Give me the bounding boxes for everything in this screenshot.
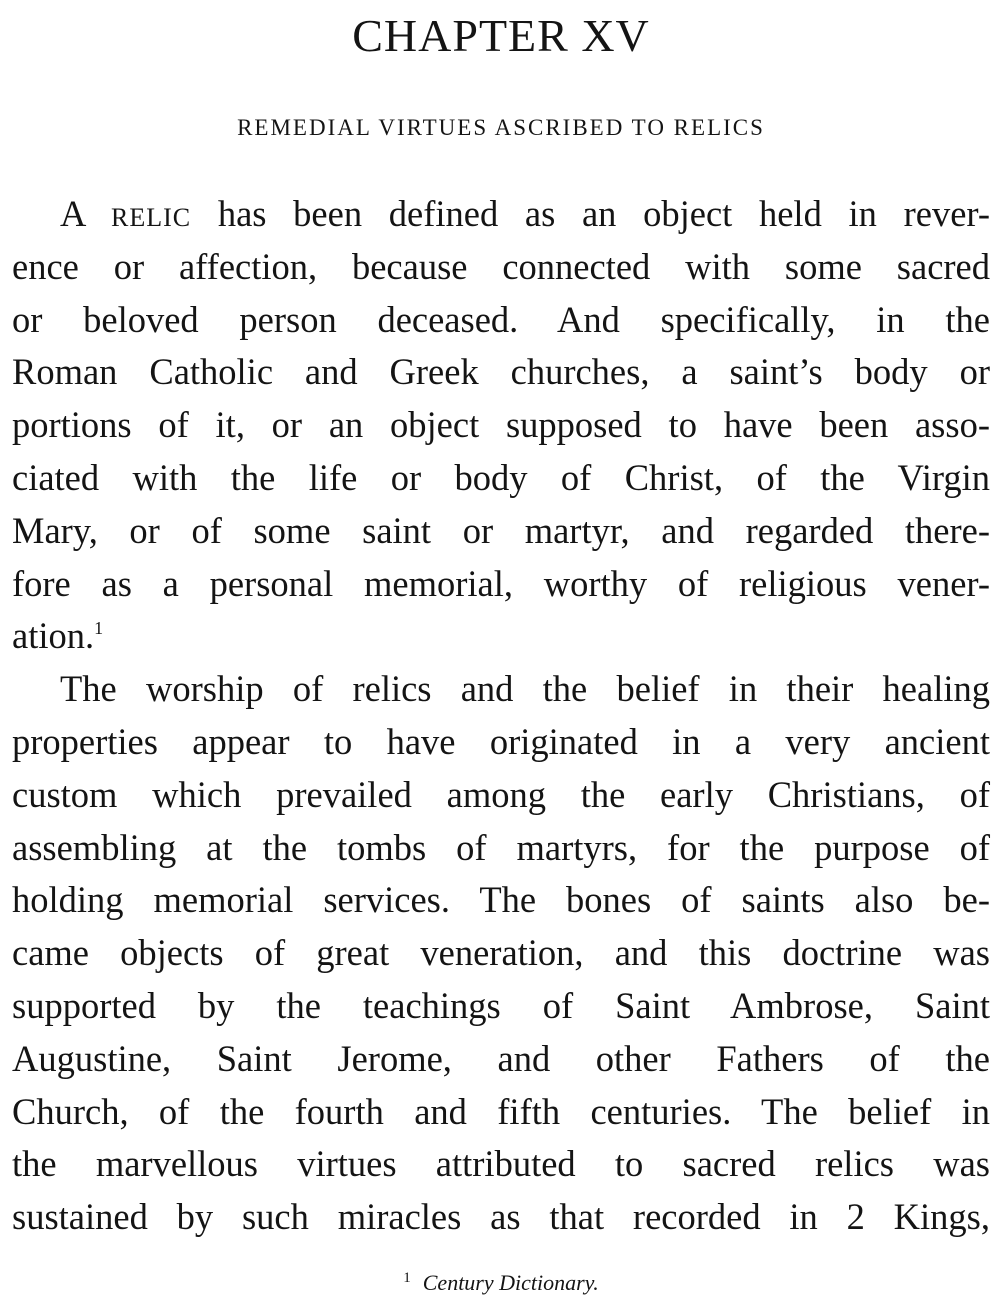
line-text: has been defined as an object held in rever- (191, 193, 990, 234)
text-line: came objects of great veneration, and this doctrine was (12, 932, 990, 974)
chapter-subtitle: REMEDIAL VIRTUES ASCRIBED TO RELICS (237, 115, 765, 140)
text-line: ciated with the life or body of Christ, of the Virgin (12, 456, 990, 498)
paragraph (12, 188, 990, 663)
text-line: portions of it, or an object supposed to have been asso- (12, 404, 990, 446)
text-line: properties appear to have originated in a very ancient (12, 720, 990, 762)
text-line: ence or affection, because connected with some sacred (12, 245, 990, 287)
text-line: sustained by such miracles as that recorded in 2 Kings, (12, 1196, 990, 1238)
text-line: supported by the teachings of Saint Ambrose, Saint (12, 984, 990, 1026)
text-line: the marvellous virtues attributed to sacred relics was (12, 1143, 990, 1185)
text-line: holding memorial services. The bones of saints also be- (12, 879, 990, 921)
book-page (12, 0, 990, 1302)
chapter-title: CHAPTER XV (352, 10, 650, 61)
text-line: Augustine, Saint Jerome, and other Fathers of the (12, 1037, 990, 1079)
body-text (12, 188, 990, 1244)
small-caps-word: relic (111, 193, 192, 234)
line-text: ation. (12, 615, 95, 657)
footnote-mark: 1 (403, 1270, 411, 1286)
text-line (12, 610, 990, 663)
text-line: custom which prevailed among the early Christians, of (12, 773, 990, 815)
text-line: assembling at the tombs of martyrs, for the purpose of (12, 826, 990, 868)
text-line: Roman Catholic and Greek churches, a saint’s body or (12, 351, 990, 393)
line-lead: A (60, 193, 112, 234)
text-line: Church, of the fourth and fifth centuries. The belief in (12, 1090, 990, 1132)
text-line (12, 188, 990, 241)
text-line: The worship of relics and the belief in their healing (60, 668, 990, 710)
footnote (12, 1264, 990, 1297)
text-line: fore as a personal memorial, worthy of religious vener- (12, 562, 990, 604)
text-line: or beloved person deceased. And specifically, in the (12, 298, 990, 340)
footnote-text: Century Dictionary. (422, 1270, 599, 1295)
paragraph (12, 663, 990, 1244)
text-line: Mary, or of some saint or martyr, and regarded there- (12, 509, 990, 551)
footnote-reference[interactable]: 1 (94, 618, 104, 639)
